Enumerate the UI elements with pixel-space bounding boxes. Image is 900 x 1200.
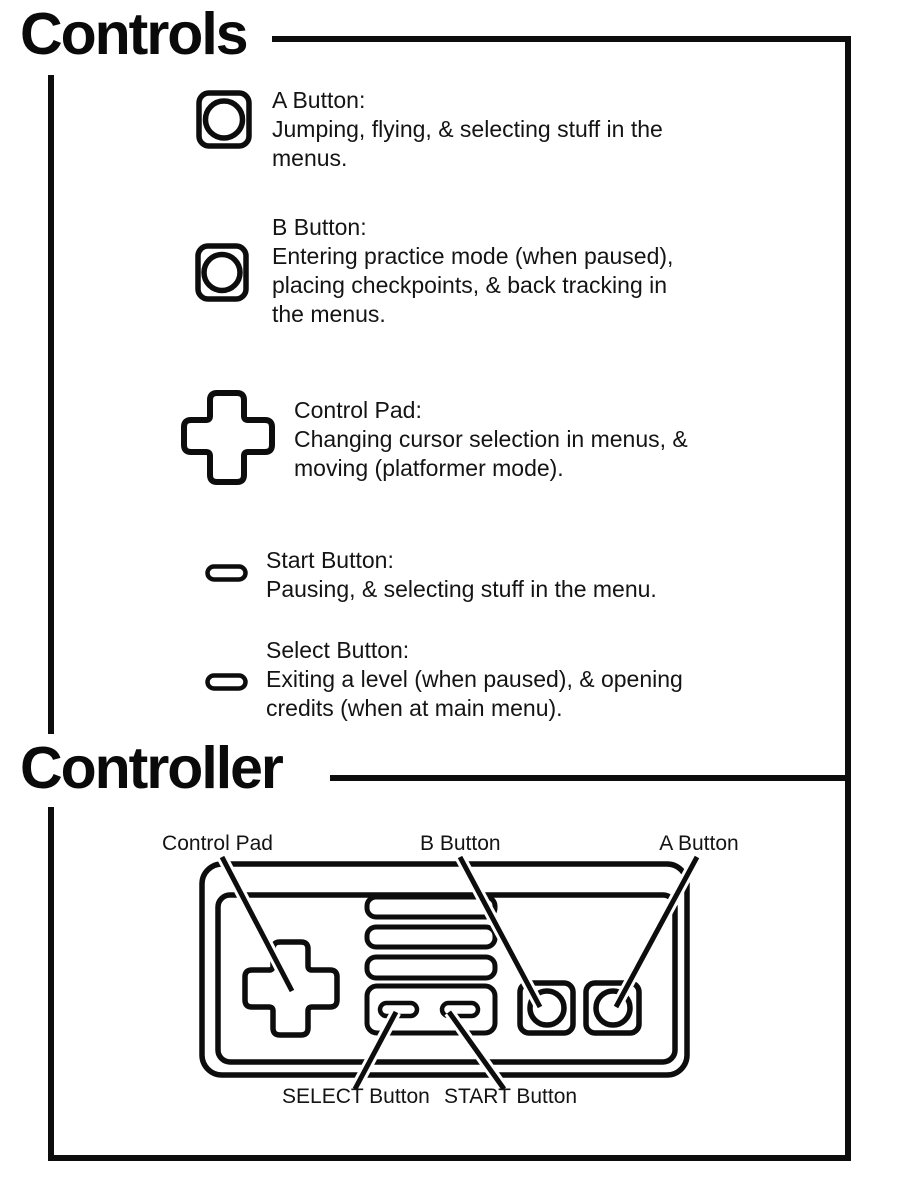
- controller-section-title: Controller: [20, 734, 296, 807]
- select-button-label: SELECT Button: [282, 1085, 430, 1108]
- a-button-icon: [196, 90, 252, 149]
- item-line: Changing cursor selection in menus, &: [294, 426, 688, 452]
- leader-lines: [222, 857, 697, 1089]
- item-label: A Button:: [272, 87, 366, 113]
- select-button-icon: [205, 673, 248, 691]
- item-line: the menus.: [272, 301, 386, 327]
- frame-bottom-rule: [48, 1155, 851, 1161]
- controller-heading-rule: [330, 775, 845, 781]
- item-line: Entering practice mode (when paused),: [272, 243, 674, 269]
- a-button-description: [272, 86, 663, 173]
- item-line: Pausing, & selecting stuff in the menu.: [266, 576, 657, 602]
- stripe: [367, 897, 495, 917]
- item-line: credits (when at main menu).: [266, 695, 563, 721]
- item-line: placing checkpoints, & back tracking in: [272, 272, 668, 298]
- item-line: menus.: [272, 145, 348, 171]
- item-line: moving (platformer mode).: [294, 455, 564, 481]
- item-label: B Button:: [272, 214, 367, 240]
- item-label: Start Button:: [266, 547, 394, 573]
- control-pad-label: Control Pad: [162, 832, 273, 855]
- item-label: Select Button:: [266, 637, 410, 663]
- a-button-label: A Button: [659, 832, 739, 855]
- b-button-label: B Button: [420, 832, 501, 855]
- control-pad-description: [294, 396, 688, 483]
- stripe: [367, 957, 495, 978]
- start-button-label: START Button: [444, 1085, 578, 1108]
- stripe: [367, 927, 495, 947]
- b-button-icon: [195, 243, 249, 302]
- b-button-description: [272, 213, 673, 329]
- control-pad-icon: [181, 390, 275, 485]
- controls-heading-rule: [272, 36, 845, 42]
- start-button-description: [266, 546, 657, 604]
- start-button-icon: [205, 564, 248, 582]
- frame-left-rule: [48, 75, 54, 1155]
- select-button-description: [266, 636, 683, 723]
- item-line: Jumping, flying, & selecting stuff in the: [272, 116, 663, 142]
- frame-right-rule: [845, 36, 851, 1161]
- controller-diagram: [140, 818, 780, 1118]
- item-label: Control Pad:: [294, 397, 422, 423]
- item-line: Exiting a level (when paused), & opening: [266, 666, 683, 692]
- controls-section-title: Controls: [20, 1, 247, 67]
